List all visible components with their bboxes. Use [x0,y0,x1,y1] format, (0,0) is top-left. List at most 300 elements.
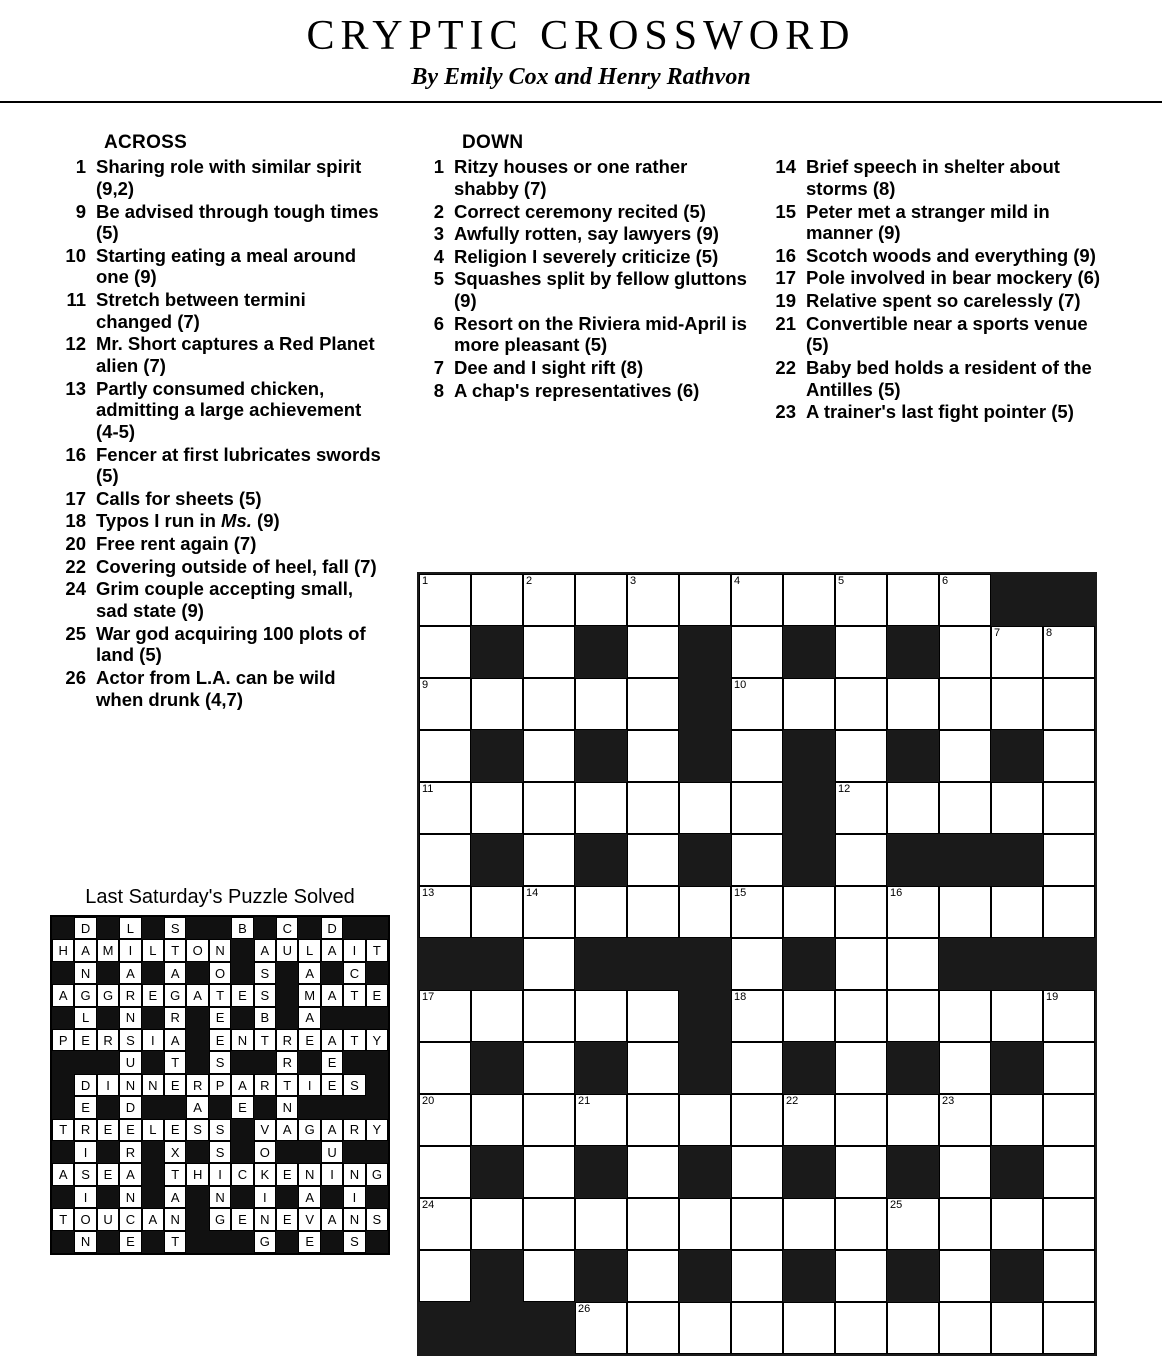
clue-15[interactable] [762,201,1107,244]
grid-cell-number: 6 [942,575,949,587]
grid-cell[interactable] [627,782,679,834]
grid-cell[interactable] [575,1094,627,1146]
grid-cell[interactable] [419,834,471,886]
grid-cell[interactable] [523,1042,575,1094]
clue-number: 16 [775,244,796,266]
solved-cell-block [343,1096,365,1118]
grid-cell[interactable] [419,1042,471,1094]
solved-cell-block [142,1096,164,1118]
grid-cell[interactable] [679,1302,731,1354]
clue-17[interactable] [762,267,1107,289]
grid-block [471,730,523,782]
solved-cell-letter: E [321,1051,343,1073]
grid-cell[interactable] [783,678,835,730]
clue-text: Covering outside of heel, fall (7) [96,555,377,577]
grid-cell[interactable] [731,1198,783,1250]
grid-cell[interactable] [731,834,783,886]
solved-cell-letter: I [97,1074,119,1096]
solved-cell-block [276,962,298,984]
clue-22[interactable] [52,556,382,578]
grid-cell[interactable] [471,990,523,1042]
clue-2[interactable] [410,201,750,223]
grid-cell[interactable] [731,1302,783,1354]
grid-cell[interactable] [679,574,731,626]
grid-cell[interactable] [835,886,887,938]
grid-cell[interactable] [627,1094,679,1146]
grid-cell[interactable] [835,626,887,678]
grid-cell[interactable] [419,1146,471,1198]
solved-cell-letter: S [366,1208,388,1230]
solved-cell-letter: Y [366,1119,388,1141]
grid-cell[interactable] [991,626,1043,678]
grid-cell[interactable] [939,678,991,730]
grid-cell[interactable] [939,1094,991,1146]
grid-cell[interactable] [575,678,627,730]
clue-26[interactable] [52,667,382,710]
solved-cell-letter: I [209,1163,231,1185]
clue-7[interactable] [410,357,750,379]
clue-number: 17 [775,267,796,289]
grid-cell[interactable] [575,990,627,1042]
grid-cell[interactable] [627,1146,679,1198]
grid-cell[interactable] [1043,782,1095,834]
solved-cell-letter: X [164,1141,186,1163]
clue-text: Religion I severely criticize (5) [454,245,719,267]
solved-cell-letter: A [164,1186,186,1208]
clue-number: 10 [65,244,86,266]
grid-cell[interactable] [1043,1198,1095,1250]
solved-cell-letter: N [119,1074,141,1096]
clue-text: War god acquiring 100 plots of land (5) [96,622,366,666]
solved-cell-block [52,1186,74,1208]
solved-cell-letter: I [74,1141,96,1163]
grid-cell[interactable] [627,1042,679,1094]
grid-cell[interactable] [627,834,679,886]
grid-block [679,1250,731,1302]
solved-cell-block [142,962,164,984]
grid-cell-number: 14 [526,887,539,899]
solved-cell-block [186,1208,208,1230]
clue-text: Typos I run in Ms. (9) [96,510,280,532]
solved-cell-block [366,1141,388,1163]
solved-cell-block [366,917,388,939]
solved-cell-letter: E [142,984,164,1006]
grid-cell[interactable] [835,938,887,990]
solved-cell-block [321,962,343,984]
clue-12[interactable] [52,333,382,376]
clue-number: 2 [433,200,444,222]
grid-cell[interactable] [419,1250,471,1302]
grid-cell[interactable] [835,678,887,730]
solved-cell-letter: N [209,939,231,961]
grid-cell[interactable] [939,1146,991,1198]
grid-cell[interactable] [523,626,575,678]
grid-cell[interactable] [679,782,731,834]
solved-cell-block [276,1141,298,1163]
solved-cell-block [231,1007,253,1029]
grid-cell[interactable] [471,886,523,938]
grid-cell[interactable] [1043,730,1095,782]
grid-cell[interactable] [731,1042,783,1094]
grid-cell[interactable] [419,990,471,1042]
grid-cell[interactable] [471,678,523,730]
grid-cell[interactable] [835,1198,887,1250]
grid-cell[interactable] [679,1198,731,1250]
grid-cell[interactable] [991,886,1043,938]
solved-cell-letter: N [343,1208,365,1230]
grid-cell[interactable] [523,1094,575,1146]
solved-cell-letter: E [321,1074,343,1096]
solved-cell-letter: N [74,1231,96,1253]
grid-cell[interactable] [1043,626,1095,678]
clue-3[interactable] [410,223,750,245]
solved-cell-letter: E [119,1231,141,1253]
clue-number: 16 [65,443,86,465]
solved-cell-letter: A [164,1029,186,1051]
grid-cell[interactable] [627,678,679,730]
solved-cell-letter: E [298,1029,320,1051]
grid-cell[interactable] [731,990,783,1042]
grid-cell[interactable] [1043,1250,1095,1302]
grid-cell[interactable] [523,678,575,730]
clue-text: Actor from L.A. can be wild when drunk (4,7) [96,666,336,710]
grid-cell[interactable] [419,678,471,730]
grid-cell[interactable] [523,834,575,886]
grid-cell[interactable] [991,1198,1043,1250]
grid-block [679,678,731,730]
clue-text: A trainer's last fight pointer (5) [806,401,1074,423]
grid-cell[interactable] [627,1198,679,1250]
clue-1[interactable] [52,156,382,199]
solved-cell-block [186,962,208,984]
grid-cell[interactable] [731,1146,783,1198]
grid-cell[interactable] [783,1094,835,1146]
grid-cell[interactable] [419,1198,471,1250]
grid-cell-number: 25 [890,1199,903,1211]
clue-text: Relative spent so carelessly (7) [806,290,1081,312]
solved-cell-block [343,1051,365,1073]
grid-block [783,1146,835,1198]
solved-cell-block [298,917,320,939]
solved-cell-letter: T [52,1208,74,1230]
solved-cell-block [52,1231,74,1253]
grid-cell[interactable] [731,886,783,938]
grid-cell[interactable] [939,990,991,1042]
grid-cell[interactable] [835,1094,887,1146]
solved-cell-letter: I [142,1029,164,1051]
solved-cell-block [209,1231,231,1253]
grid-cell[interactable] [783,1198,835,1250]
solved-cell-letter: T [164,1231,186,1253]
grid-cell[interactable] [627,886,679,938]
grid-cell[interactable] [731,1094,783,1146]
grid-cell[interactable] [731,626,783,678]
grid-cell[interactable] [783,990,835,1042]
solved-cell-block [186,1186,208,1208]
grid-cell[interactable] [887,1198,939,1250]
grid-cell[interactable] [939,1302,991,1354]
solved-cell-block [97,1051,119,1073]
clue-text: Be advised through tough times (5) [96,200,379,244]
clue-11[interactable] [52,289,382,332]
grid-cell[interactable] [1043,990,1095,1042]
clue-number: 26 [65,666,86,688]
grid-cell[interactable] [835,1042,887,1094]
grid-block [783,730,835,782]
grid-cell[interactable] [991,782,1043,834]
solved-cell-block [142,1231,164,1253]
grid-cell[interactable] [419,574,471,626]
clue-number: 6 [433,312,444,334]
grid-cell[interactable] [627,626,679,678]
clue-13[interactable] [52,378,382,443]
grid-cell[interactable] [991,1302,1043,1354]
grid-block [575,626,627,678]
solved-cell-letter: A [321,1119,343,1141]
grid-cell[interactable] [887,782,939,834]
solved-cell-letter: L [298,939,320,961]
grid-cell[interactable] [523,574,575,626]
grid-cell[interactable] [1043,834,1095,886]
grid-cell[interactable] [523,886,575,938]
grid-cell[interactable] [887,1094,939,1146]
solved-cell-block [52,1141,74,1163]
grid-cell[interactable] [783,574,835,626]
solved-cell-block [142,1051,164,1073]
grid-cell[interactable] [835,1146,887,1198]
grid-cell[interactable] [523,1198,575,1250]
clue-4[interactable] [410,246,750,268]
grid-cell[interactable] [887,1302,939,1354]
clue-16[interactable] [762,245,1107,267]
grid-cell[interactable] [575,1198,627,1250]
grid-cell[interactable] [523,990,575,1042]
clue-18[interactable] [52,510,382,532]
solved-cell-letter: A [298,962,320,984]
grid-cell[interactable] [1043,1146,1095,1198]
grid-cell[interactable] [835,782,887,834]
grid-cell[interactable] [835,1250,887,1302]
grid-block [471,1146,523,1198]
grid-block [783,938,835,990]
header-divider [0,101,1162,103]
solved-cell-letter: N [231,1029,253,1051]
grid-cell[interactable] [471,782,523,834]
grid-block [679,1042,731,1094]
solved-cell-letter: P [209,1074,231,1096]
grid-cell-number: 12 [838,783,851,795]
grid-block [575,938,627,990]
grid-cell[interactable] [1043,886,1095,938]
grid-cell[interactable] [731,730,783,782]
solved-cell-letter: D [119,1096,141,1118]
grid-cell[interactable] [679,886,731,938]
grid-cell[interactable] [1043,678,1095,730]
clue-text: Stretch between termini changed (7) [96,289,306,332]
grid-cell[interactable] [627,990,679,1042]
clue-9[interactable] [52,201,382,244]
grid-cell[interactable] [679,1094,731,1146]
solved-cell-letter: I [298,1074,320,1096]
grid-cell[interactable] [887,574,939,626]
grid-cell[interactable] [939,1042,991,1094]
grid-cell[interactable] [731,782,783,834]
grid-cell[interactable] [731,574,783,626]
grid-cell[interactable] [419,1094,471,1146]
clue-5[interactable] [410,268,750,311]
grid-cell-number: 9 [422,679,429,691]
grid-cell[interactable] [523,1146,575,1198]
grid-cell[interactable] [627,574,679,626]
solved-cell-letter: S [343,1074,365,1096]
grid-block [471,1302,523,1354]
byline: By Emily Cox and Henry Rathvon [411,64,751,91]
clue-number: 11 [66,289,86,311]
grid-block [575,1146,627,1198]
grid-cell[interactable] [939,1250,991,1302]
clue-16[interactable] [52,444,382,487]
solved-cell-letter: B [231,917,253,939]
clue-text: Sharing role with similar spirit (9,2) [96,156,362,199]
solved-puzzle [50,886,390,1255]
grid-cell[interactable] [471,574,523,626]
grid-cell[interactable] [523,938,575,990]
clue-8[interactable] [410,380,750,402]
grid-block [679,990,731,1042]
solved-cell-letter: E [97,1119,119,1141]
clue-number: 1 [75,156,86,178]
grid-cell[interactable] [419,782,471,834]
grid-cell[interactable] [783,886,835,938]
grid-cell-number: 8 [1046,627,1053,639]
solved-cell-block [164,1096,186,1118]
grid-cell[interactable] [835,730,887,782]
clue-20[interactable] [52,533,382,555]
solved-cell-letter: B [254,1007,276,1029]
clue-text: Peter met a stranger mild in manner (9) [806,200,1050,244]
solved-cell-block [231,1186,253,1208]
grid-cell[interactable] [627,1250,679,1302]
grid-cell[interactable] [939,1198,991,1250]
clue-22[interactable] [762,357,1107,400]
grid-cell[interactable] [419,626,471,678]
grid-cell[interactable] [419,886,471,938]
clue-text: A chap's representatives (6) [454,379,700,401]
grid-block [783,626,835,678]
solved-cell-letter: L [119,917,141,939]
solved-cell-letter: G [366,1163,388,1185]
solved-cell-letter: T [164,939,186,961]
grid-cell-number: 10 [734,679,747,691]
grid-cell[interactable] [939,730,991,782]
grid-block [471,1042,523,1094]
grid-cell[interactable] [1043,1042,1095,1094]
crossword-grid[interactable] [417,572,1097,1356]
grid-cell[interactable] [887,990,939,1042]
solved-cell-letter: R [343,1119,365,1141]
grid-cell[interactable] [419,730,471,782]
clue-1[interactable] [410,156,750,199]
grid-cell[interactable] [939,626,991,678]
grid-cell[interactable] [575,1302,627,1354]
grid-cell-number: 15 [734,887,747,899]
grid-cell[interactable] [991,990,1043,1042]
solved-cell-letter: E [231,1096,253,1118]
grid-cell[interactable] [783,1302,835,1354]
solved-cell-letter: G [74,984,96,1006]
grid-cell-number: 23 [942,1095,955,1107]
grid-cell[interactable] [835,574,887,626]
grid-block [471,834,523,886]
clue-number: 15 [775,200,796,222]
clue-23[interactable] [762,401,1107,423]
clue-14[interactable] [762,156,1107,199]
clue-21[interactable] [762,313,1107,356]
solved-cell-letter: S [74,1163,96,1185]
grid-cell[interactable] [575,782,627,834]
grid-cell[interactable] [731,938,783,990]
solved-cell-letter: A [321,984,343,1006]
clue-17[interactable] [52,488,382,510]
solved-cell-block [366,1096,388,1118]
solved-cell-block [321,1007,343,1029]
solved-cell-block [97,1231,119,1253]
grid-cell[interactable] [835,1302,887,1354]
grid-cell[interactable] [731,1250,783,1302]
clue-number: 21 [775,312,796,334]
clue-19[interactable] [762,290,1107,312]
solved-cell-letter: U [97,1208,119,1230]
grid-cell[interactable] [991,1094,1043,1146]
grid-cell[interactable] [1043,1302,1095,1354]
clue-10[interactable] [52,245,382,288]
grid-cell[interactable] [887,938,939,990]
grid-block [783,834,835,886]
clue-24[interactable] [52,578,382,621]
solved-cell-letter: E [74,1029,96,1051]
grid-cell[interactable] [627,730,679,782]
solved-cell-letter: N [119,1186,141,1208]
grid-cell[interactable] [939,886,991,938]
clue-6[interactable] [410,313,750,356]
grid-cell[interactable] [887,678,939,730]
clue-25[interactable] [52,623,382,666]
grid-cell[interactable] [731,678,783,730]
grid-cell[interactable] [939,574,991,626]
grid-cell[interactable] [939,782,991,834]
grid-cell[interactable] [523,730,575,782]
grid-cell[interactable] [523,782,575,834]
grid-cell[interactable] [471,1094,523,1146]
grid-cell[interactable] [627,1302,679,1354]
grid-cell[interactable] [835,834,887,886]
grid-cell[interactable] [835,990,887,1042]
solved-cell-letter: E [276,1208,298,1230]
grid-cell[interactable] [1043,1094,1095,1146]
grid-cell[interactable] [471,1198,523,1250]
grid-cell[interactable] [991,678,1043,730]
solved-cell-block [52,1074,74,1096]
solved-cell-letter: A [321,1208,343,1230]
grid-cell-number: 21 [578,1095,591,1107]
grid-cell[interactable] [575,886,627,938]
grid-cell[interactable] [887,886,939,938]
grid-cell[interactable] [523,1250,575,1302]
solved-cell-block [276,1186,298,1208]
solved-cell-block [52,1051,74,1073]
grid-cell[interactable] [575,574,627,626]
solved-cell-block [231,1141,253,1163]
